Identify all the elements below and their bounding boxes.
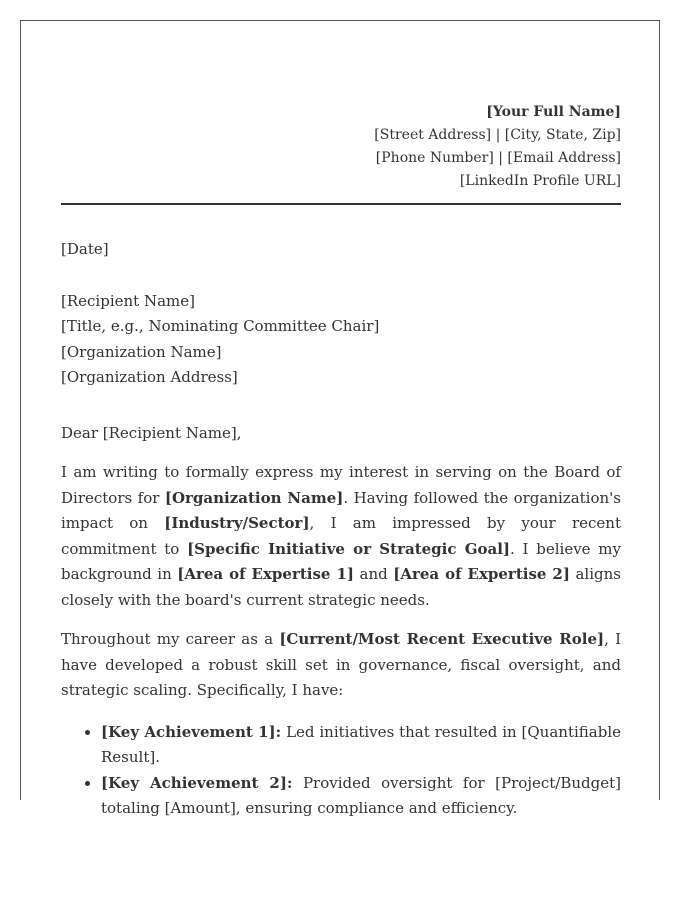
para1-expertise-1: [Area of Expertise 1]: [177, 565, 354, 583]
list-item: [101, 771, 621, 822]
recipient-organization: [Organization Name]: [61, 342, 222, 361]
salutation: Dear [Recipient Name],: [61, 423, 242, 442]
letter-page: [20, 20, 660, 817]
achievement-text: Led initiatives that resulted in [Quantifiable Result].: [101, 722, 621, 766]
achievement-label: [Key Achievement 2]:: [101, 773, 293, 792]
letter-date: [Date]: [61, 240, 109, 258]
sender-header: [61, 21, 621, 193]
list-item: [101, 720, 621, 771]
achievement-text: Provided oversight for [Project/Budget] totaling [Amount], ensuring compliance and efficiency.: [101, 773, 621, 817]
recipient-title: [Title, e.g., Nominating Committee Chair]: [61, 317, 380, 335]
para1-text-3: , I am impressed by your recent commitment to: [61, 514, 621, 558]
paragraph-career: [61, 627, 621, 704]
para1-text-1: I am writing to formally express my interest in serving on the Board of Directors for: [61, 463, 621, 507]
sender-name: [Your Full Name]: [486, 104, 621, 120]
recipient-name: [Recipient Name]: [61, 291, 195, 310]
para1-text-5: and: [353, 565, 394, 583]
achievement-label: [Key Achievement 1]:: [101, 722, 282, 741]
para2-text-2: , I have developed a robust skill set in governance, fiscal oversight, and strategic scaling. Specifically, I have:: [61, 630, 622, 699]
recipient-block: [61, 289, 621, 391]
para1-initiative: [Specific Initiative or Strategic Goal]: [187, 539, 511, 558]
para1-industry: [Industry/Sector]: [164, 514, 310, 532]
para1-organization: [Organization Name]: [164, 488, 344, 507]
header-divider: [61, 203, 621, 205]
para2-role: [Current/Most Recent Executive Role]: [279, 630, 605, 648]
paragraph-interest: [61, 460, 621, 613]
para1-text-4: . I believe my background in: [61, 539, 621, 583]
para2-text-1: Throughout my career as a: [61, 630, 280, 648]
sender-contact: [Phone Number] | [Email Address]: [375, 150, 621, 166]
letter-content: [61, 21, 621, 822]
sender-address: [Street Address] | [City, State, Zip]: [374, 127, 621, 143]
recipient-address: [Organization Address]: [61, 368, 238, 386]
sender-linkedin: [LinkedIn Profile URL]: [459, 173, 621, 189]
achievement-list: [61, 720, 621, 822]
para1-text-6: aligns closely with the board's current strategic needs.: [61, 565, 621, 609]
para1-text-2: . Having followed the organization's impact on: [61, 488, 621, 532]
para1-expertise-2: [Area of Expertise 2]: [393, 565, 570, 583]
